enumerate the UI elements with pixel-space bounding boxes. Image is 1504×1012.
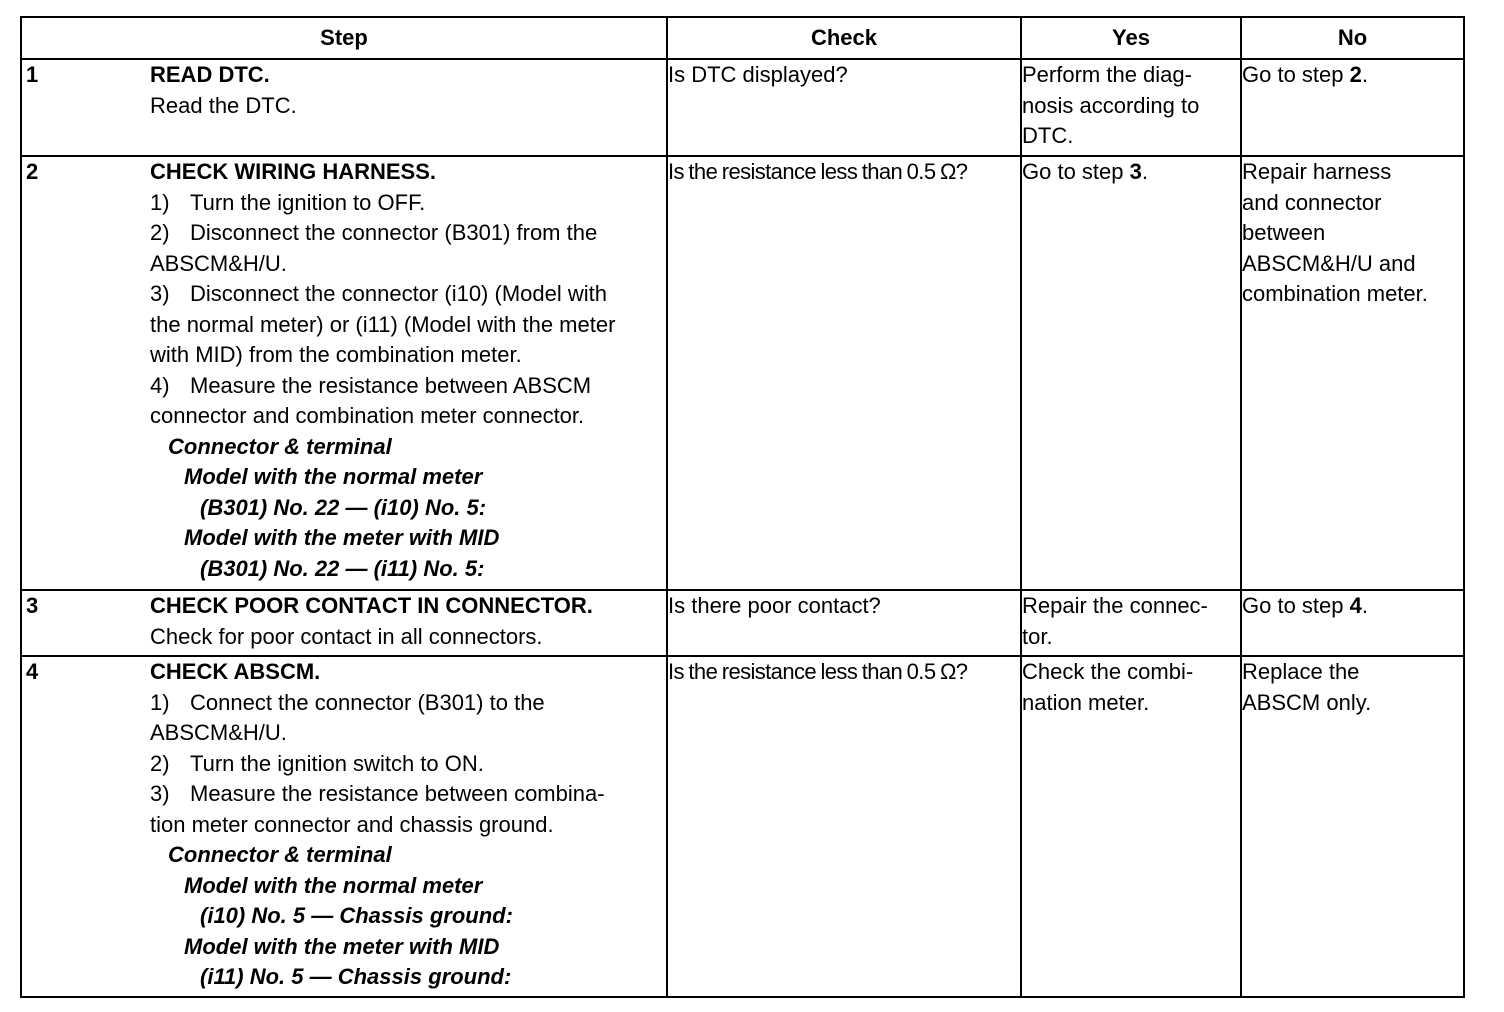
no-suffix: . [1361,593,1368,618]
item-text: Connect the connector (B301) to the [190,689,545,715]
item-number: 1) [150,689,170,715]
step-title: READ DTC. [150,62,270,87]
item-text: Turn the ignition to OFF. [190,189,426,215]
no-step-ref: 2 [1349,62,1362,87]
item-number: 2) [150,220,170,245]
item-number: 3) [150,281,170,306]
check-cell [667,59,1021,156]
spec-terminal: (B301) No. 22 — (i11) No. 5: [200,555,485,581]
no-line: and connector [1242,189,1382,215]
item-continuation: ABSCM&H/U. [150,250,287,276]
item-number: 3) [150,781,170,806]
item-text: Disconnect the connector (B301) from the [190,220,598,245]
step-cell [21,156,667,590]
no-text: Go to step [1242,593,1350,618]
diagnostic-table [20,16,1465,998]
spec-terminal: (i11) No. 5 — Chassis ground: [200,964,512,989]
spec-terminal: (B301) No. 22 — (i10) No. 5: [200,494,487,520]
yes-line: nation meter. [1022,689,1150,715]
check-text: Is DTC displayed? [668,62,848,87]
no-line: ABSCM only. [1242,689,1372,715]
no-cell [1241,590,1464,656]
no-cell [1241,156,1464,590]
no-step-ref: 4 [1349,593,1362,618]
no-line: ABSCM&H/U and [1242,250,1416,276]
item-number: 1) [150,189,170,215]
header-yes: Yes [1021,17,1241,59]
spec-model: Model with the meter with MID [184,933,500,959]
spec-model: Model with the normal meter [184,464,483,489]
step-cell [21,59,667,156]
step-item [150,371,660,402]
step-item [150,188,660,219]
header-step: Step [21,17,667,59]
yes-cell [1021,156,1241,590]
check-cell [667,590,1021,656]
yes-step-ref: 3 [1129,159,1142,184]
step-title: CHECK ABSCM. [150,659,321,684]
item-text: Disconnect the connector (i10) (Model with [190,281,607,306]
spec-heading: Connector & terminal [168,842,392,867]
table-row [21,59,1464,156]
item-continuation: ABSCM&H/U. [150,720,287,745]
yes-line: nosis according to [1022,92,1200,118]
yes-line: Perform the diag- [1022,62,1192,87]
item-text: Turn the ignition switch to ON. [190,750,484,776]
spec-model: Model with the normal meter [184,872,483,898]
table-row [21,656,1464,997]
check-text: Is the resistance less than 0.5 Ω? [668,159,968,184]
step-number: 3 [26,593,39,618]
yes-cell [1021,590,1241,656]
yes-line: Check the combi- [1022,659,1194,684]
step-title: CHECK WIRING HARNESS. [150,159,437,184]
step-item [150,779,660,810]
header-no: No [1241,17,1464,59]
no-cell [1241,59,1464,156]
no-cell [1241,656,1464,997]
yes-suffix: . [1141,159,1148,184]
spec-terminal: (i10) No. 5 — Chassis ground: [200,903,513,928]
yes-cell [1021,656,1241,997]
step-item [150,749,660,780]
yes-text: Go to step [1022,159,1130,184]
check-text: Is there poor contact? [668,593,881,618]
no-line: between [1242,220,1326,245]
step-text: Read the DTC. [150,92,297,118]
check-cell [667,656,1021,997]
header-check: Check [667,17,1021,59]
no-text: Go to step [1242,62,1350,87]
item-continuation: the normal meter) or (i11) (Model with the meter [150,311,616,337]
item-number: 4) [150,372,170,398]
table-row [21,590,1464,656]
step-item [150,279,660,310]
item-text: Measure the resistance between combina- [190,781,605,806]
step-number: 1 [26,62,39,87]
yes-line: Repair the connec- [1022,593,1208,618]
step-cell [21,656,667,997]
check-text: Is the resistance less than 0.5 Ω? [668,659,968,684]
table-row [21,156,1464,590]
step-item [150,218,660,249]
spec-heading: Connector & terminal [168,433,392,459]
item-continuation: connector and combination meter connector. [150,403,585,428]
yes-line: DTC. [1022,123,1074,148]
check-cell [667,156,1021,590]
no-line: combination meter. [1242,281,1428,306]
yes-line: tor. [1022,623,1053,649]
item-number: 2) [150,750,170,776]
item-continuation: with MID) from the combination meter. [150,342,522,367]
step-text: Check for poor contact in all connectors. [150,623,543,649]
item-continuation: tion meter connector and chassis ground. [150,811,554,837]
no-suffix: . [1361,62,1368,87]
spec-model: Model with the meter with MID [184,525,500,550]
step-title: CHECK POOR CONTACT IN CONNECTOR. [150,593,593,618]
no-line: Repair harness [1242,159,1392,184]
yes-cell [1021,59,1241,156]
step-item [150,688,660,719]
no-line: Replace the [1242,659,1360,684]
header-row [21,17,1464,59]
step-cell [21,590,667,656]
step-number: 4 [26,659,39,684]
step-number: 2 [26,159,39,184]
item-text: Measure the resistance between ABSCM [190,372,592,398]
